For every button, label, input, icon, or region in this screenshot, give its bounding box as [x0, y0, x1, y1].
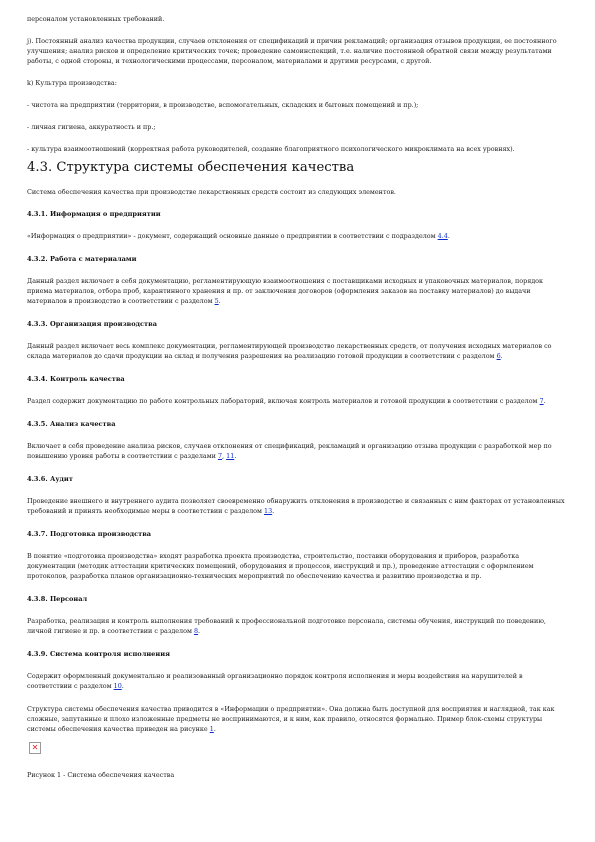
subsection-text: В понятие «подготовка производства» входят разработка проекта производства, строительство, поставки оборудования и приборов, разработка документации (методик аттестации критических помещений, оборудования и процессов, инструкций и пр.), проведение аттестации с оформлением протоколов, разработка планов организационно-технических мероприятий по обеспечению качества и развитию производства и пр. — [27, 552, 534, 580]
section-link[interactable]: 7 — [539, 397, 544, 405]
subsection-text: Разработка, реализация и контроль выполнения требований к профессиональной подготовке персонала, системы обучения, инструкций по поведению, личной гигиене и пр. в соответствии с разделом 8. — [27, 617, 546, 635]
section-link[interactable]: 13 — [264, 507, 273, 515]
figure-link[interactable]: 1 — [209, 725, 214, 733]
subsection-text: Проведение внешнего и внутреннего аудита позволяет своевременно обнаружить отклонения в производстве и связанных с ним факторах от установленных требований и принять необходимые меры в соответствии с разделом 13. — [27, 497, 565, 515]
subsection-title: 4.3.5. Анализ качества — [27, 420, 116, 428]
section-link[interactable]: 11 — [226, 452, 235, 460]
subsection — [27, 209, 565, 241]
paragraph: k) Культура производства: — [27, 79, 117, 87]
subsection — [27, 529, 565, 581]
figure-caption: Рисунок 1 - Система обеспечения качества — [27, 771, 175, 779]
subsection-title: 4.3.1. Информация о предприятии — [27, 210, 161, 218]
section-link[interactable]: 5 — [214, 297, 219, 305]
section-link[interactable]: 7 — [217, 452, 223, 460]
paragraph: - чистота на предприятии (территории, в производстве, вспомогательных, складских и бытовых помещений и пр.); — [27, 101, 419, 109]
subsection-title: 4.3.7. Подготовка производства — [27, 530, 152, 538]
subsection-title: 4.3.3. Организация производства — [27, 320, 158, 328]
paragraph: j). Постоянный анализ качества продукции, случаев отклонения от спецификаций и причин рекламаций; организация отзывов продукции, ее постоянного улучшения; анализ рисков и определение критических точек; проведение самоинспекций, т.е. наличие постоянной обратной связи между результатами работы, с одной стороны, и технологическими процессами, персоналом, материалами и другими ресурсами, с другой. — [27, 37, 557, 65]
subsection-text: Включает в себя проведение анализа рисков, случаев отклонения от спецификаций, рекламаций и организацию отзыва продукции с разработкой мер по повышению уровня работы в соответствии с разделами 7, 11. — [27, 442, 552, 460]
paragraph: персоналом установленных требований. — [27, 15, 165, 23]
section-link[interactable]: 10 — [113, 682, 122, 690]
closing-paragraph: Структура системы обеспечения качества приводится в «Информации о предприятии». Она должна быть доступной для восприятия и наглядной, так как сложные, запутанные и плохо изложенные предметы не воспринимаются, и к ним, как правило, относятся формально. Пример блок-схемы структуры системы обеспечения качества приведен на рисунке 1. — [27, 705, 555, 733]
section-link[interactable]: 8 — [193, 627, 199, 635]
subsection-title: 4.3.4. Контроль качества — [27, 375, 125, 383]
subsection-text: Данный раздел включает в себя документацию, регламентирующую взаимоотношения с поставщиками исходных и упаковочных материалов, порядок приема материалов, отбора проб, карантинного хранения и пр. от заключения договоров (оформления заказов на поставку материалов) до выдачи материалов в производство в соответствии с разделом 5. — [27, 277, 544, 305]
paragraph: - культура взаимоотношений (корректная работа руководителей, создание благоприятного психологического микроклимата на всех уровнях). — [27, 145, 515, 153]
subsection-title: 4.3.2. Работа с материалами — [27, 255, 137, 263]
subsection-text: Раздел содержит документацию по работе контрольных лабораторий, включая контроль материалов и готовой продукции в соответствии с разделом 7. — [27, 397, 546, 405]
subsection — [27, 649, 565, 691]
subsection-text: Данный раздел включает весь комплекс документации, регламентирующей производство лекарственных средств, от получения исходных материалов со склада материалов до сдачи продукции на склад и получения разрешения на реализацию готовой продукции в соответствии с разделом 6. — [27, 342, 552, 360]
subsection-title: 4.3.9. Система контроля исполнения — [27, 650, 170, 658]
subsection — [27, 419, 565, 461]
subsection — [27, 254, 565, 306]
section-heading: 4.3. Структура системы обеспечения качества — [27, 160, 355, 175]
subsection-text: «Информация о предприятии» - документ, содержащий основные данные о предприятии в соответствии с подразделом 4.4. — [27, 232, 450, 240]
subsection — [27, 319, 565, 361]
intro-paragraph: Система обеспечения качества при производстве лекарственных средств состоит из следующих элементов. — [27, 188, 396, 196]
paragraph: - личная гигиена, аккуратность и пр.; — [27, 123, 156, 131]
section-link[interactable]: 4.4 — [437, 232, 448, 240]
subsection-title: 4.3.6. Аудит — [27, 475, 73, 483]
broken-image-icon: ✕ — [29, 742, 41, 754]
section-list — [27, 209, 565, 691]
subsection — [27, 474, 565, 516]
section-link[interactable]: 6 — [496, 352, 501, 360]
subsection-text: Содержит оформленный документально и реализованный организационно порядок контроля исполнения и меры воздействия на нарушителей в соответствии с разделом 10. — [27, 672, 523, 690]
subsection — [27, 594, 565, 636]
subsection-title: 4.3.8. Персонал — [27, 595, 88, 603]
subsection — [27, 374, 565, 406]
